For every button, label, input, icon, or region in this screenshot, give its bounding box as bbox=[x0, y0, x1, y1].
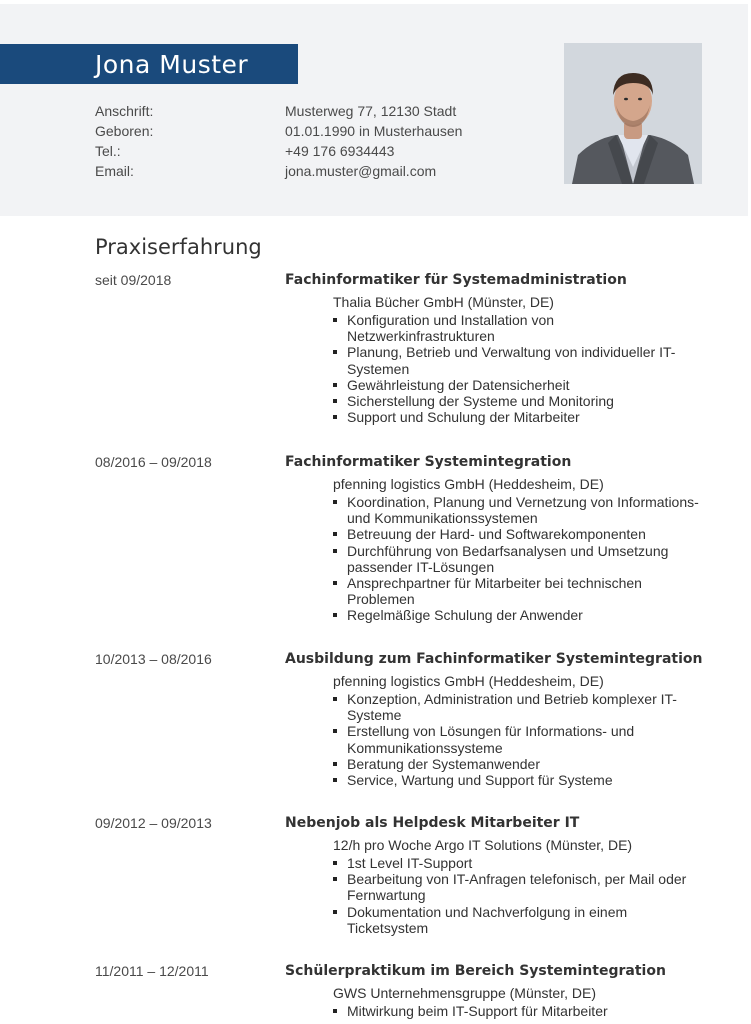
entry-company: pfenning logistics GmbH (Heddesheim, DE) bbox=[333, 673, 604, 689]
contact-details bbox=[95, 101, 515, 181]
contact-label: Tel.: bbox=[95, 143, 121, 159]
person-name: Jona Muster bbox=[95, 50, 249, 79]
entry-title: Nebenjob als Helpdesk Mitarbeiter IT bbox=[285, 815, 580, 831]
entry-company: GWS Unternehmensgruppe (Münster, DE) bbox=[333, 985, 596, 1001]
bullet-item: Erstellung von Lösungen für Informations- und Kommunikationssysteme bbox=[333, 723, 705, 755]
entry-company: 12/h pro Woche Argo IT Solutions (Münster, DE) bbox=[333, 837, 633, 853]
profile-photo-illustration bbox=[564, 43, 702, 184]
section-title: Praxiserfahrung bbox=[95, 235, 262, 259]
contact-row-email bbox=[95, 161, 515, 181]
contact-row-address bbox=[95, 101, 515, 121]
bullet-item: Mitwirkung beim IT-Support für Mitarbeiter bbox=[333, 1003, 705, 1019]
entry-title: Ausbildung zum Fachinformatiker Systemintegration bbox=[285, 651, 703, 667]
bullet-item: Konzeption, Administration und Betrieb komplexer IT-Systeme bbox=[333, 691, 705, 723]
bullet-item: Koordination, Planung und Vernetzung von Informations- und Kommunikationssystemen bbox=[333, 494, 705, 526]
entry-bullets bbox=[333, 691, 705, 788]
contact-value: jona.muster@gmail.com bbox=[285, 163, 437, 179]
entry-date: 10/2013 – 08/2016 bbox=[95, 651, 212, 667]
entry-date: 11/2011 – 12/2011 bbox=[95, 963, 209, 979]
name-banner bbox=[0, 44, 298, 84]
contact-value: 01.01.1990 in Musterhausen bbox=[285, 123, 463, 139]
bullet-item: Gewährleistung der Datensicherheit bbox=[333, 377, 705, 393]
contact-row-birth bbox=[95, 121, 515, 141]
bullet-item: Support und Schulung der Mitarbeiter bbox=[333, 409, 705, 425]
bullet-item: 1st Level IT-Support bbox=[333, 855, 705, 871]
contact-row-phone bbox=[95, 141, 515, 161]
entry-bullets bbox=[333, 312, 705, 425]
entry-company: Thalia Bücher GmbH (Münster, DE) bbox=[333, 294, 554, 310]
contact-value: Musterweg 77, 12130 Stadt bbox=[285, 103, 457, 119]
bullet-item: Ansprechpartner für Mitarbeiter bei technischen Problemen bbox=[333, 575, 705, 607]
bullet-item: Durchführung von Bedarfsanalysen und Umsetzung passender IT-Lösungen bbox=[333, 543, 705, 575]
entry-date: 08/2016 – 09/2018 bbox=[95, 454, 212, 470]
bullet-item: Sicherstellung der Systeme und Monitoring bbox=[333, 393, 705, 409]
entry-bullets bbox=[333, 855, 705, 936]
profile-photo bbox=[564, 43, 702, 184]
cv-header bbox=[0, 4, 748, 216]
entry-title: Fachinformatiker Systemintegration bbox=[285, 454, 572, 470]
entry-title: Schülerpraktikum im Bereich Systemintegration bbox=[285, 963, 666, 979]
entry-company: pfenning logistics GmbH (Heddesheim, DE) bbox=[333, 476, 604, 492]
bullet-item: Regelmäßige Schulung der Anwender bbox=[333, 607, 705, 623]
bullet-item: Service, Wartung und Support für Systeme bbox=[333, 772, 705, 788]
bullet-item: Bearbeitung von IT-Anfragen telefonisch, per Mail oder Fernwartung bbox=[333, 871, 705, 903]
bullet-item: Konfiguration und Installation von Netzwerkinfrastrukturen bbox=[333, 312, 705, 344]
contact-label: Anschrift: bbox=[95, 103, 154, 119]
entry-date: seit 09/2018 bbox=[95, 272, 172, 288]
entry-bullets bbox=[333, 494, 705, 624]
bullet-item: Betreuung der Hard- und Softwarekomponenten bbox=[333, 526, 705, 542]
contact-label: Geboren: bbox=[95, 123, 154, 139]
bullet-item: Beratung der Systemanwender bbox=[333, 756, 705, 772]
bullet-item: Planung, Betrieb und Verwaltung von individueller IT-Systemen bbox=[333, 344, 705, 376]
bullet-item: Dokumentation und Nachverfolgung in einem Ticketsystem bbox=[333, 904, 705, 936]
contact-label: Email: bbox=[95, 163, 134, 179]
entry-bullets bbox=[333, 1003, 705, 1019]
contact-value: +49 176 6934443 bbox=[285, 143, 395, 159]
entry-title: Fachinformatiker für Systemadministration bbox=[285, 272, 627, 288]
entry-date: 09/2012 – 09/2013 bbox=[95, 815, 212, 831]
